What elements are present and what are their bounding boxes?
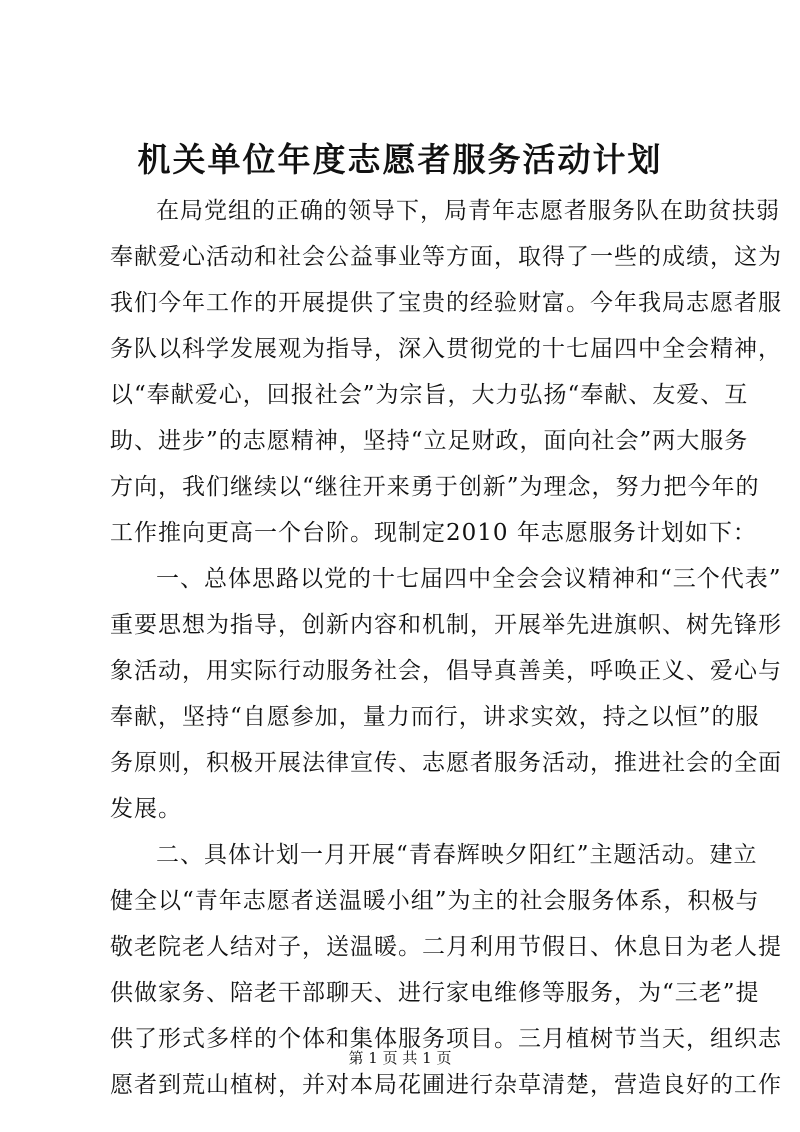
paragraph-line: 我们今年工作的开展提供了宝贵的经验财富。今年我局志愿者服 [110,290,782,316]
paragraph-line: 一、总体思路以党的十七届四中全会会议精神和“三个代表” [156,566,782,592]
paragraph-line: 愿者到荒山植树，并对本局花圃进行杂草清楚，营造良好的工作 [110,1072,782,1098]
paragraph-line: 工作推向更高一个台阶。现制定2010 年志愿服务计划如下： [110,520,757,546]
paragraph-line: 奉献，坚持“自愿参加，量力而行，讲求实效，持之以恒”的服 [110,704,760,730]
paragraph-line: 助、进步”的志愿精神，坚持“立足财政，面向社会”两大服务 [110,428,749,454]
paragraph-line: 奉献爱心活动和社会公益事业等方面，取得了一些的成绩，这为 [110,244,782,270]
paragraph-line: 健全以“青年志愿者送温暖小组”为主的社会服务体系，积极与 [110,888,760,914]
paragraph-line: 象活动，用实际行动服务社会，倡导真善美，呼唤正义、爱心与 [110,658,782,684]
paragraph-line: 发展。 [110,796,182,822]
paragraph-line: 务原则，积极开展法律宣传、志愿者服务活动，推进社会的全面 [110,750,782,776]
paragraph-line: 敬老院老人结对子，送温暖。二月利用节假日、休息日为老人提 [110,934,782,960]
paragraph-line: 供做家务、陪老干部聊天、进行家电维修等服务，为“三老”提 [110,980,760,1006]
paragraph-line: 二、具体计划一月开展“青春辉映夕阳红”主题活动。建立 [156,842,758,868]
paragraph-line: 重要思想为指导，创新内容和机制，开展举先进旗帜、树先锋形 [110,612,782,638]
page-footer: 第 1 页 共 1 页 [348,1049,452,1067]
paragraph-line: 方向，我们继续以“继往开来勇于创新”为理念，努力把今年的 [110,474,760,500]
paragraph-line: 以“奉献爱心，回报社会”为宗旨，大力弘扬“奉献、友爱、互 [110,382,749,408]
paragraph-line: 务队以科学发展观为指导，深入贯彻党的十七届四中全会精神， [110,336,782,362]
paragraph-line: 在局党组的正确的领导下，局青年志愿者服务队在助贫扶弱 [156,198,780,224]
document-title: 机关单位年度志愿者服务活动计划 [137,140,663,179]
paragraph-line: 供了形式多样的个体和集体服务项目。三月植树节当天，组织志 [110,1026,782,1052]
